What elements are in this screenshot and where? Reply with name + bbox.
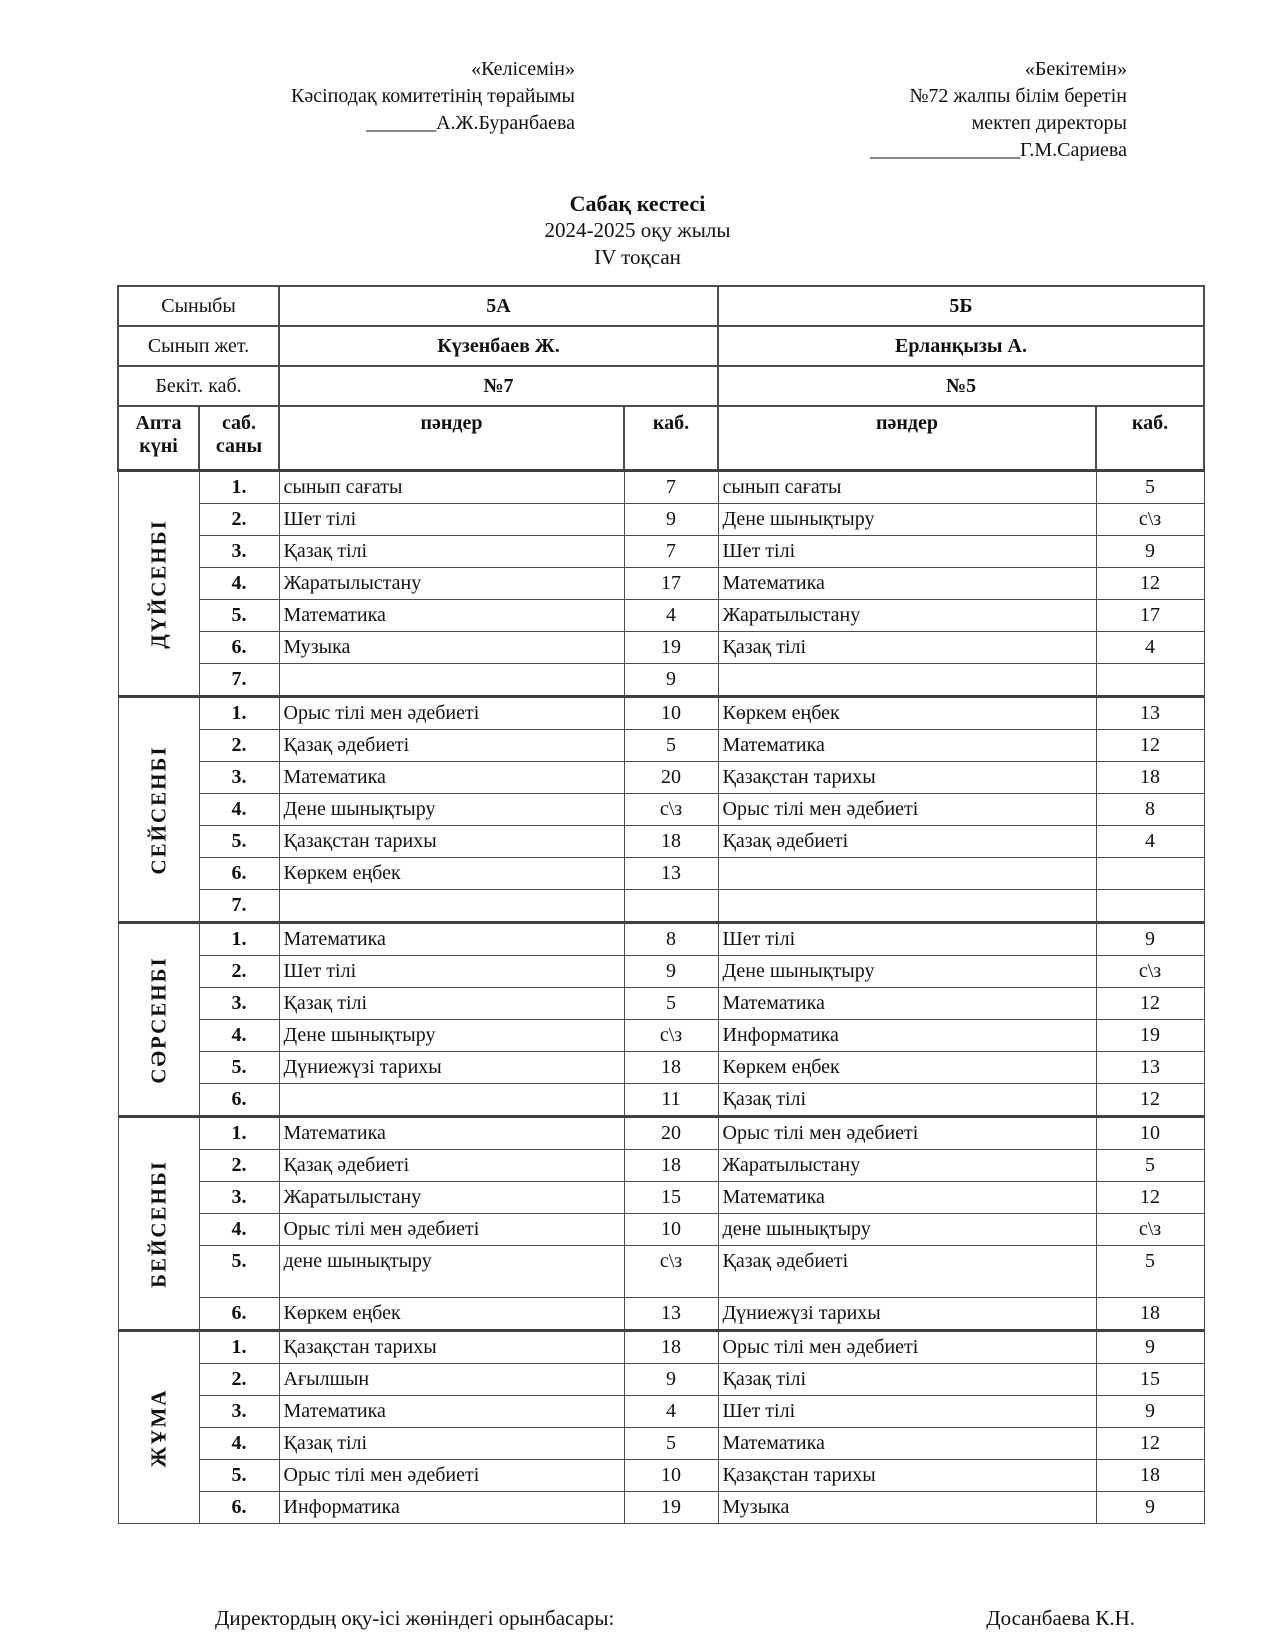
lesson-number: 3.: [199, 988, 279, 1020]
room-a: 19: [624, 1492, 718, 1524]
subject-b: Математика: [718, 1182, 1096, 1214]
column-header-row: [118, 406, 1204, 471]
lesson-number: 6.: [199, 1492, 279, 1524]
info-row-room: [118, 366, 1204, 406]
lesson-row: [118, 471, 1204, 504]
day-cell: [118, 1331, 199, 1524]
lesson-row: [118, 956, 1204, 988]
col-header-room-b: каб.: [1096, 406, 1204, 471]
lesson-number: 4.: [199, 1214, 279, 1246]
lesson-number: 1.: [199, 1117, 279, 1150]
subject-b: Математика: [718, 730, 1096, 762]
info-label-room: Бекіт. каб.: [118, 366, 279, 406]
room-b: 15: [1096, 1364, 1204, 1396]
room-b: 12: [1096, 988, 1204, 1020]
room-a: 10: [624, 1214, 718, 1246]
subject-a: Жаратылыстану: [279, 1182, 624, 1214]
room-a: 7: [624, 536, 718, 568]
lesson-number: 3.: [199, 762, 279, 794]
approval-right-signature: _______________Г.М.Сариева: [870, 139, 1127, 161]
lesson-number: 1.: [199, 1331, 279, 1364]
approval-header: [0, 0, 1275, 164]
class-b-name: 5Б: [718, 286, 1204, 326]
room-b: 18: [1096, 1298, 1204, 1331]
subject-b: Қазақ әдебиеті: [718, 826, 1096, 858]
col-header-room-a: каб.: [624, 406, 718, 471]
lesson-number: 2.: [199, 504, 279, 536]
lesson-number: 6.: [199, 632, 279, 664]
lesson-row: [118, 568, 1204, 600]
subject-a: дене шынықтыру: [279, 1246, 624, 1298]
room-a: 4: [624, 1396, 718, 1428]
term: IV тоқсан: [594, 245, 681, 269]
room-a: [624, 890, 718, 923]
subject-a: Қазақстан тарихы: [279, 826, 624, 858]
col-header-day: Апта күні: [118, 406, 199, 471]
class-b-teacher: Ерланқызы А.: [718, 326, 1204, 366]
subject-a: Дүниежүзі тарихы: [279, 1052, 624, 1084]
lesson-number: 4.: [199, 1428, 279, 1460]
lesson-row: [118, 1214, 1204, 1246]
lesson-number: 1.: [199, 923, 279, 956]
lesson-row: [118, 1331, 1204, 1364]
lesson-row: [118, 858, 1204, 890]
subject-b: Математика: [718, 1428, 1096, 1460]
lesson-number: 5.: [199, 826, 279, 858]
info-row-class: [118, 286, 1204, 326]
room-a: 13: [624, 1298, 718, 1331]
deputy-director-label: Директордың оқу-ісі жөніндегі орынбасары:: [215, 1606, 615, 1630]
lesson-number: 6.: [199, 1298, 279, 1331]
lesson-row: [118, 1052, 1204, 1084]
lesson-number: 6.: [199, 858, 279, 890]
day-name: ЖҰМА: [146, 1388, 170, 1467]
room-a: 11: [624, 1084, 718, 1117]
room-a: с\з: [624, 794, 718, 826]
subject-b: Орыс тілі мен әдебиеті: [718, 794, 1096, 826]
room-a: 20: [624, 762, 718, 794]
room-b: с\з: [1096, 956, 1204, 988]
day-name: СЕЙСЕНБІ: [146, 744, 170, 875]
room-b: 10: [1096, 1117, 1204, 1150]
approval-left-signature: _______А.Ж.Буранбаева: [366, 112, 575, 134]
subject-b: Шет тілі: [718, 536, 1096, 568]
deputy-director-name: Досанбаева К.Н.: [986, 1606, 1135, 1630]
room-b: 4: [1096, 826, 1204, 858]
room-a: 18: [624, 1052, 718, 1084]
room-b: 9: [1096, 923, 1204, 956]
lesson-number: 2.: [199, 1150, 279, 1182]
info-label-teacher: Сынып жет.: [118, 326, 279, 366]
approval-right-line3: мектеп директоры: [971, 112, 1127, 134]
lesson-row: [118, 536, 1204, 568]
room-b: 9: [1096, 1492, 1204, 1524]
subject-a: Қазақ әдебиеті: [279, 1150, 624, 1182]
lesson-row: [118, 794, 1204, 826]
room-b: с\з: [1096, 1214, 1204, 1246]
subject-a: Музыка: [279, 632, 624, 664]
lesson-row: [118, 600, 1204, 632]
room-a: 8: [624, 923, 718, 956]
schedule-table: [117, 285, 1205, 1524]
subject-a: Қазақ тілі: [279, 988, 624, 1020]
lesson-row: [118, 988, 1204, 1020]
col-header-subjects-b: пәндер: [718, 406, 1096, 471]
subject-b: Дене шынықтыру: [718, 956, 1096, 988]
lesson-row: [118, 730, 1204, 762]
room-b: 13: [1096, 697, 1204, 730]
lesson-row: [118, 1246, 1204, 1298]
room-a: с\з: [624, 1020, 718, 1052]
lesson-number: 4.: [199, 1020, 279, 1052]
subject-b: Математика: [718, 988, 1096, 1020]
class-b-room: №5: [718, 366, 1204, 406]
room-a: 19: [624, 632, 718, 664]
subject-a: Орыс тілі мен әдебиеті: [279, 1214, 624, 1246]
lesson-row: [118, 504, 1204, 536]
lesson-number: 2.: [199, 730, 279, 762]
approval-left-line1: «Келісемін»: [471, 58, 575, 80]
subject-b: Жаратылыстану: [718, 1150, 1096, 1182]
room-b: 17: [1096, 600, 1204, 632]
subject-a: [279, 1084, 624, 1117]
room-a: 20: [624, 1117, 718, 1150]
room-b: [1096, 858, 1204, 890]
room-b: 13: [1096, 1052, 1204, 1084]
room-b: [1096, 664, 1204, 697]
lesson-row: [118, 1150, 1204, 1182]
subject-a: [279, 664, 624, 697]
subject-b: сынып сағаты: [718, 471, 1096, 504]
subject-a: Математика: [279, 1396, 624, 1428]
lesson-number: 1.: [199, 697, 279, 730]
room-a: 18: [624, 826, 718, 858]
room-b: 12: [1096, 1084, 1204, 1117]
lesson-number: 5.: [199, 1052, 279, 1084]
subject-b: Қазақстан тарихы: [718, 1460, 1096, 1492]
room-b: 8: [1096, 794, 1204, 826]
lesson-number: 3.: [199, 536, 279, 568]
subject-a: Математика: [279, 600, 624, 632]
lesson-row: [118, 890, 1204, 923]
subject-a: Орыс тілі мен әдебиеті: [279, 1460, 624, 1492]
lesson-number: 4.: [199, 568, 279, 600]
lesson-row: [118, 664, 1204, 697]
subject-b: [718, 890, 1096, 923]
title-block: [0, 190, 1275, 271]
subject-a: Көркем еңбек: [279, 858, 624, 890]
lesson-row: [118, 697, 1204, 730]
subject-b: [718, 664, 1096, 697]
lesson-number: 3.: [199, 1396, 279, 1428]
lesson-number: 7.: [199, 890, 279, 923]
day-cell: [118, 923, 199, 1117]
lesson-number: 2.: [199, 956, 279, 988]
approval-right-line2: №72 жалпы білім беретін: [909, 85, 1127, 107]
subject-b: Қазақ тілі: [718, 1364, 1096, 1396]
lesson-number: 5.: [199, 1460, 279, 1492]
lesson-number: 7.: [199, 664, 279, 697]
lesson-row: [118, 1298, 1204, 1331]
room-a: 5: [624, 988, 718, 1020]
col-header-lesson-no: саб. саны: [199, 406, 279, 471]
subject-a: Дене шынықтыру: [279, 794, 624, 826]
room-a: 9: [624, 1364, 718, 1396]
room-a: 9: [624, 504, 718, 536]
subject-b: Қазақ тілі: [718, 1084, 1096, 1117]
day-cell: [118, 697, 199, 923]
lesson-number: 1.: [199, 471, 279, 504]
subject-a: Информатика: [279, 1492, 624, 1524]
subject-a: Қазақстан тарихы: [279, 1331, 624, 1364]
room-a: 5: [624, 730, 718, 762]
room-b: 19: [1096, 1020, 1204, 1052]
subject-a: Қазақ тілі: [279, 1428, 624, 1460]
document-title: Сабақ кестесі: [569, 191, 706, 216]
lesson-row: [118, 1084, 1204, 1117]
info-row-teacher: [118, 326, 1204, 366]
lesson-row: [118, 923, 1204, 956]
subject-a: Шет тілі: [279, 956, 624, 988]
room-b: 12: [1096, 1182, 1204, 1214]
approval-left-line2: Кәсіподақ комитетінің төрайымы: [291, 85, 575, 107]
room-b: 18: [1096, 1460, 1204, 1492]
subject-b: Дене шынықтыру: [718, 504, 1096, 536]
day-name: ДҮЙСЕНБІ: [146, 518, 170, 649]
room-b: 18: [1096, 762, 1204, 794]
subject-a: Шет тілі: [279, 504, 624, 536]
subject-a: Математика: [279, 1117, 624, 1150]
day-cell: [118, 471, 199, 697]
room-b: 9: [1096, 536, 1204, 568]
lesson-row: [118, 1396, 1204, 1428]
room-b: 4: [1096, 632, 1204, 664]
subject-b: Қазақ тілі: [718, 632, 1096, 664]
approval-right-block: [727, 56, 1127, 164]
room-b: 5: [1096, 1246, 1204, 1298]
subject-b: Жаратылыстану: [718, 600, 1096, 632]
room-b: 12: [1096, 1428, 1204, 1460]
lesson-row: [118, 1117, 1204, 1150]
approval-left-block: [115, 56, 575, 164]
room-b: [1096, 890, 1204, 923]
room-b: 12: [1096, 730, 1204, 762]
lesson-row: [118, 1020, 1204, 1052]
subject-a: Дене шынықтыру: [279, 1020, 624, 1052]
subject-b: Музыка: [718, 1492, 1096, 1524]
subject-a: сынып сағаты: [279, 471, 624, 504]
subject-b: Математика: [718, 568, 1096, 600]
subject-b: [718, 858, 1096, 890]
subject-b: Шет тілі: [718, 923, 1096, 956]
col-header-subjects-a: пәндер: [279, 406, 624, 471]
lesson-row: [118, 826, 1204, 858]
room-a: 10: [624, 1460, 718, 1492]
lesson-row: [118, 1182, 1204, 1214]
lesson-number: 3.: [199, 1182, 279, 1214]
subject-a: Математика: [279, 923, 624, 956]
info-label-class: Сыныбы: [118, 286, 279, 326]
subject-b: Орыс тілі мен әдебиеті: [718, 1117, 1096, 1150]
room-b: 5: [1096, 1150, 1204, 1182]
lesson-row: [118, 1460, 1204, 1492]
lesson-number: 4.: [199, 794, 279, 826]
subject-a: Қазақ тілі: [279, 536, 624, 568]
lesson-row: [118, 1492, 1204, 1524]
day-cell: [118, 1117, 199, 1331]
lesson-row: [118, 1364, 1204, 1396]
subject-a: Қазақ әдебиеті: [279, 730, 624, 762]
lesson-number: 6.: [199, 1084, 279, 1117]
room-a: 18: [624, 1331, 718, 1364]
room-a: 18: [624, 1150, 718, 1182]
subject-a: Ағылшын: [279, 1364, 624, 1396]
class-a-room: №7: [279, 366, 718, 406]
room-b: 9: [1096, 1396, 1204, 1428]
subject-a: Орыс тілі мен әдебиеті: [279, 697, 624, 730]
class-a-teacher: Күзенбаев Ж.: [279, 326, 718, 366]
room-b: 12: [1096, 568, 1204, 600]
day-name: БЕЙСЕНБІ: [146, 1159, 170, 1288]
approval-right-line1: «Бекітемін»: [1024, 58, 1127, 80]
footer: [0, 1606, 1275, 1631]
room-a: 13: [624, 858, 718, 890]
room-b: 9: [1096, 1331, 1204, 1364]
room-a: 17: [624, 568, 718, 600]
lesson-row: [118, 632, 1204, 664]
room-a: 15: [624, 1182, 718, 1214]
lesson-number: 2.: [199, 1364, 279, 1396]
room-b: 5: [1096, 471, 1204, 504]
school-year: 2024-2025 оқу жылы: [544, 218, 731, 242]
room-a: 10: [624, 697, 718, 730]
subject-b: Орыс тілі мен әдебиеті: [718, 1331, 1096, 1364]
day-name: СӘРСЕНБІ: [146, 955, 170, 1084]
subject-a: Жаратылыстану: [279, 568, 624, 600]
room-b: с\з: [1096, 504, 1204, 536]
lesson-number: 5.: [199, 1246, 279, 1298]
subject-b: Информатика: [718, 1020, 1096, 1052]
subject-b: Қазақстан тарихы: [718, 762, 1096, 794]
room-a: 5: [624, 1428, 718, 1460]
lesson-row: [118, 762, 1204, 794]
lesson-row: [118, 1428, 1204, 1460]
room-a: 9: [624, 664, 718, 697]
lesson-number: 5.: [199, 600, 279, 632]
room-a: 9: [624, 956, 718, 988]
room-a: 7: [624, 471, 718, 504]
room-a: с\з: [624, 1246, 718, 1298]
subject-b: дене шынықтыру: [718, 1214, 1096, 1246]
subject-b: Дүниежүзі тарихы: [718, 1298, 1096, 1331]
subject-b: Көркем еңбек: [718, 1052, 1096, 1084]
subject-a: Математика: [279, 762, 624, 794]
class-a-name: 5А: [279, 286, 718, 326]
subject-b: Шет тілі: [718, 1396, 1096, 1428]
schedule-head-rows: [118, 286, 1204, 471]
subject-a: Көркем еңбек: [279, 1298, 624, 1331]
room-a: 4: [624, 600, 718, 632]
subject-b: Көркем еңбек: [718, 697, 1096, 730]
schedule-body: [118, 471, 1204, 1524]
subject-a: [279, 890, 624, 923]
subject-b: Қазақ әдебиеті: [718, 1246, 1096, 1298]
